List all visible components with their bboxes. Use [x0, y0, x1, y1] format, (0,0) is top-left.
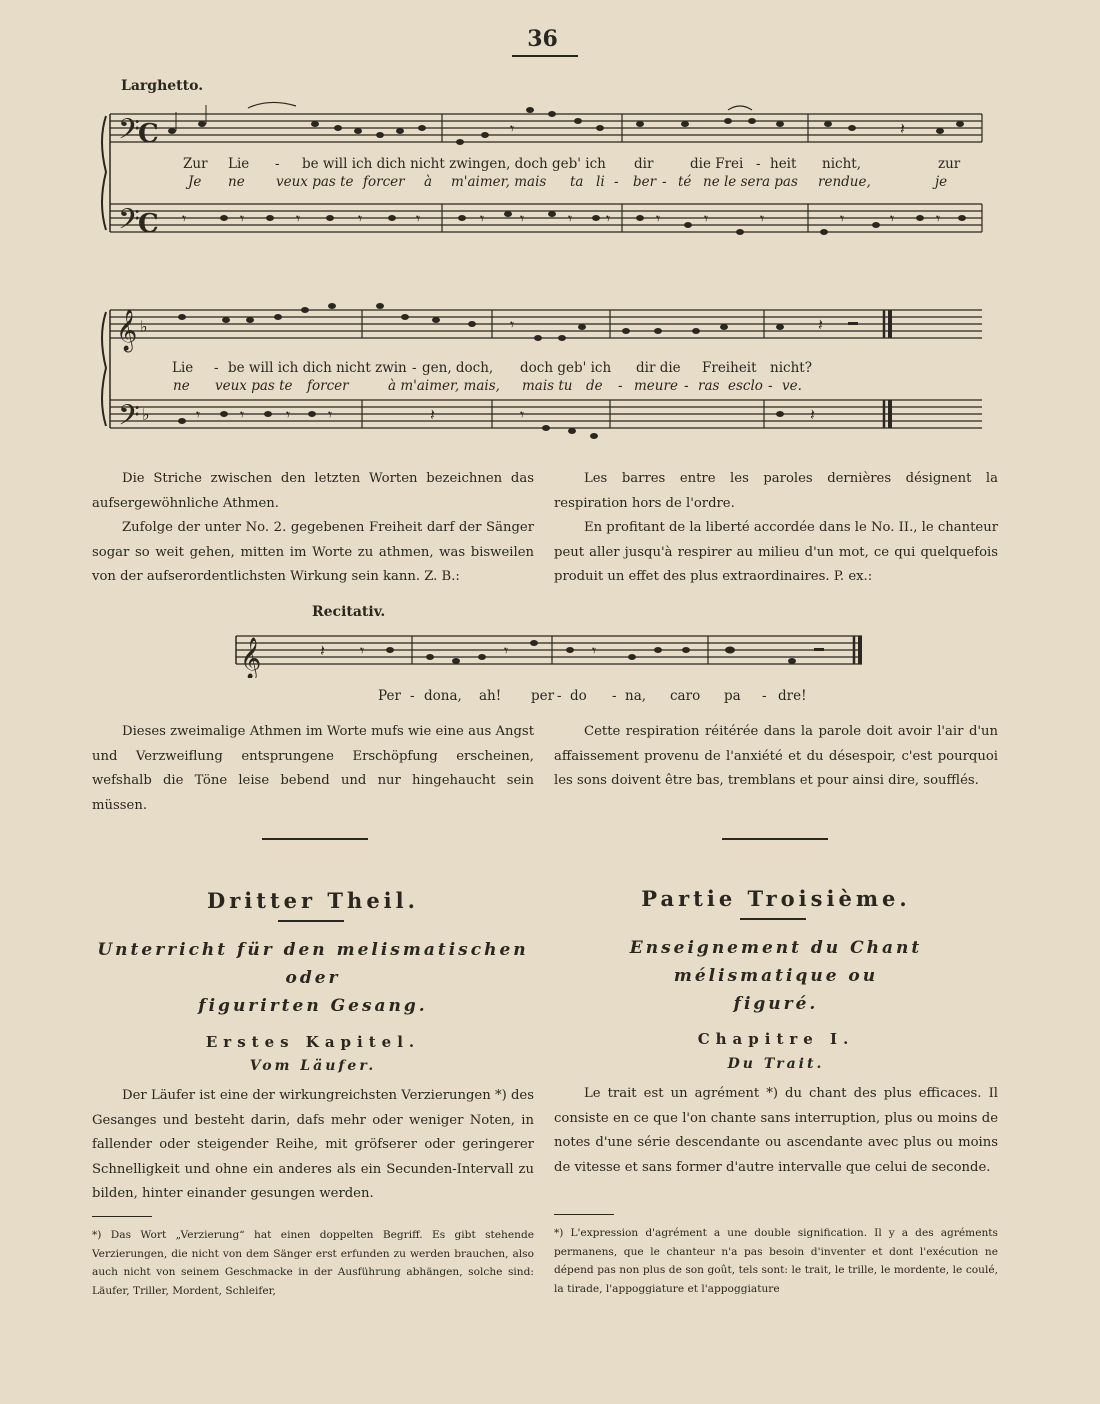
footnote-de [92, 1226, 534, 1300]
tempo-marking: Larghetto. [121, 78, 204, 94]
svg-text:𝄢: 𝄢 [118, 203, 140, 243]
music-system-2 [100, 296, 990, 456]
lyric-de: dir [634, 156, 654, 172]
lyric-de: Lie [228, 156, 250, 172]
svg-text:𝄽: 𝄽 [900, 119, 905, 138]
paragraph: En profitant de la liberté accordée dans le No. II., le chanteur peut aller jusqu'à respirer au milieu d'un mot, ce qui quelquefois produit un effet des plus extraordinaires. P. ex.: [554, 520, 998, 584]
chapter-title-de: Erstes Kapitel. [205, 1033, 421, 1051]
paragraph: Cette respiration réitérée dans la parole doit avoir l'air d'un affaissement provenu de l'anxiété et du désespoir, c'est pourquoi les sons doivent être bas, tremblans et pour ainsi dire, soufflés. [554, 724, 998, 788]
svg-text:𝄢: 𝄢 [118, 399, 140, 439]
part-title-fr: Partie Troisième. [641, 886, 911, 911]
recitativ-lyric: dre! [778, 688, 807, 704]
lyric-de: be will ich dich nicht zwin [228, 360, 407, 376]
section-divider [722, 838, 828, 840]
svg-text:♭: ♭ [142, 405, 150, 424]
svg-text:𝄾: 𝄾 [510, 119, 515, 138]
lyric-fr: ne le sera pas [703, 174, 798, 190]
lyric-de: - [214, 360, 219, 376]
chapter-title-fr: Chapitre I. [697, 1030, 855, 1048]
lyric-de: be will ich dich nicht zwingen, doch geb' ich [302, 156, 606, 172]
german-text-block-2 [92, 720, 534, 818]
svg-text:𝄾: 𝄾 [360, 641, 365, 660]
lyric-fr: Je [188, 174, 202, 190]
title-underline [278, 920, 344, 922]
svg-text:𝄽: 𝄽 [818, 315, 823, 334]
svg-text:𝄾: 𝄾 [296, 209, 301, 228]
recitativ-lyric: ah! [479, 688, 502, 704]
recitativ-lyric: dona, [424, 688, 462, 704]
music-recitativ [232, 628, 872, 678]
subtitle-line: figurirten Gesang. [198, 996, 428, 1016]
lyric-fr: - [614, 174, 619, 190]
svg-text:𝄞: 𝄞 [116, 310, 138, 351]
recitativ-lyric: per [531, 688, 555, 704]
lyric-fr: rendue, [818, 174, 871, 190]
lyric-fr: té [678, 174, 692, 190]
svg-text:𝄾: 𝄾 [568, 209, 573, 228]
svg-text:𝄾: 𝄾 [656, 209, 661, 228]
part-subtitle-de [92, 936, 534, 1020]
paragraph: Der Läufer ist eine der wirkungreichsten Verzierungen *) des Gesanges und besteht darin, dafs mehr oder weniger Noten, in fallender oder steigender Reihe, mit gröfserer oder geringerer Schnelligkeit und ohne ein anderes als ein Secunden-Intervall zu bilden, hinter einander gesungen werden. [92, 1088, 534, 1201]
svg-text:𝄾: 𝄾 [182, 209, 187, 228]
lyric-de: Zur [183, 156, 208, 172]
paragraph: Le trait est un agrément *) du chant des plus efficaces. Il consiste en ce que l'on chante sans interruption, plus ou moins de notes d'une série descendante ou ascendante avec plus ou moins de vitesse et sans former d'autre intervalle que celui de seconde. [554, 1086, 998, 1175]
footnote-text: *) L'expression d'agrément a une double signification. Il y a des agréments permanens, que le chanteur n'a pas besoin d'inventer et dont l'exécution ne dépend pas non plus de son goût, tels sont: le trait, le trille, le mordente, le coulé, la tirade, l'appoggiature et l'appoggiature [554, 1227, 998, 1295]
svg-text:𝄽: 𝄽 [430, 405, 435, 424]
svg-text:𝄾: 𝄾 [520, 209, 525, 228]
paragraph: Dieses zweimalige Athmen im Worte mufs wie eine aus Angst und Verzweiflung entsprungene Erschöpfung erscheinen, wefshalb die Töne leise bebend und nur hingehaucht sein müssen. [92, 724, 534, 813]
lyric-fr: à m'aimer, mais, [388, 378, 500, 394]
lyric-de: zur [938, 156, 961, 172]
lyric-fr: forcer [307, 378, 349, 394]
german-body [92, 1084, 534, 1207]
lyric-de: heit [770, 156, 797, 172]
footnote-text: *) Das Wort „Verzierung“ hat einen doppelten Begriff. Es gibt stehende Verzierungen, die nicht von dem Sänger erst erfunden zu werden brauchen, also auch nicht von seinem Geschmacke in der Ausführung abhängen, solche sind: Läufer, Triller, Mordent, Schleifer, [92, 1229, 534, 1297]
lyric-fr: ras [698, 378, 720, 394]
lyric-fr: ve. [782, 378, 802, 394]
lyric-de: Lie [172, 360, 194, 376]
lyric-fr: ne [228, 174, 245, 190]
lyric-fr: à [424, 174, 433, 190]
recitativ-label: Recitativ. [312, 604, 386, 620]
svg-text:𝄾: 𝄾 [840, 209, 845, 228]
lyric-de: dir die [636, 360, 681, 376]
svg-text:𝄾: 𝄾 [416, 209, 421, 228]
svg-text:𝄾: 𝄾 [240, 209, 245, 228]
lyric-de: die Frei [690, 156, 744, 172]
recitativ-lyric: - [557, 688, 562, 704]
french-text-block-1 [554, 467, 998, 590]
lyric-fr: veux pas te [215, 378, 293, 394]
subtitle-line: Enseignement du Chant mélismatique ou [629, 938, 923, 986]
recitativ-lyric: pa [724, 688, 741, 704]
svg-text:𝄢: 𝄢 [118, 113, 140, 153]
recitativ-lyric: - [612, 688, 617, 704]
lyric-de: nicht, [822, 156, 861, 172]
svg-text:C: C [138, 209, 159, 239]
lyric-fr: veux pas te [276, 174, 354, 190]
recitativ-lyric: caro [670, 688, 701, 704]
lyric-de: nicht? [770, 360, 812, 376]
lyric-de: Freiheit [702, 360, 757, 376]
svg-text:𝄾: 𝄾 [504, 641, 509, 660]
svg-text:𝄾: 𝄾 [890, 209, 895, 228]
paragraph: Les barres entre les paroles dernières désignent la respiration hors de l'ordre. [554, 471, 998, 511]
page-number-rule [512, 55, 578, 57]
french-body [554, 1082, 998, 1180]
lyric-de: doch geb' ich [520, 360, 612, 376]
footnote-fr [554, 1224, 998, 1298]
lyric-fr: ne [173, 378, 190, 394]
svg-text:𝄾: 𝄾 [936, 209, 941, 228]
recitativ-lyric: Per [378, 688, 401, 704]
lyric-de: gen, doch, [422, 360, 494, 376]
svg-text:𝄾: 𝄾 [704, 209, 709, 228]
svg-text:𝄾: 𝄾 [606, 209, 611, 228]
recitativ-lyric: do [570, 688, 587, 704]
lyric-de: - [412, 360, 417, 376]
svg-text:𝄾: 𝄾 [196, 405, 201, 424]
paragraph: Zufolge der unter No. 2. gegebenen Freiheit darf der Sänger sogar so weit gehen, mitten im Worte zu athmen, was bisweilen von der aufserordentlichsten Wirkung sein kann. Z. B.: [92, 520, 534, 584]
svg-text:𝄾: 𝄾 [286, 405, 291, 424]
svg-text:𝄽: 𝄽 [320, 641, 325, 660]
svg-text:𝄾: 𝄾 [328, 405, 333, 424]
lyric-fr: forcer [363, 174, 405, 190]
svg-text:♭: ♭ [140, 317, 148, 336]
part-subtitle-fr [554, 934, 998, 1018]
lyric-fr: - [618, 378, 623, 394]
french-text-block-2 [554, 720, 998, 794]
lyric-de: - [756, 156, 761, 172]
svg-text:C: C [138, 119, 159, 149]
lyric-fr: - [662, 174, 667, 190]
lyric-fr: je [935, 174, 948, 190]
lyric-fr: de [586, 378, 603, 394]
svg-text:𝄽: 𝄽 [810, 405, 815, 424]
lyric-fr: ta [570, 174, 584, 190]
chapter-subtitle-fr: Du Trait. [727, 1056, 825, 1072]
lyric-fr: - [684, 378, 689, 394]
lyric-de: - [275, 156, 280, 172]
recitativ-lyric: na, [625, 688, 647, 704]
chapter-subtitle-de: Vom Läufer. [249, 1058, 377, 1074]
recitativ-lyric: - [762, 688, 767, 704]
lyric-fr: esclo [728, 378, 763, 394]
svg-text:𝄞: 𝄞 [240, 638, 262, 678]
lyric-fr: mais tu [522, 378, 573, 394]
svg-text:𝄾: 𝄾 [358, 209, 363, 228]
lyric-fr: m'aimer, mais [451, 174, 547, 190]
title-underline [740, 918, 806, 920]
section-divider [262, 838, 368, 840]
german-text-block-1 [92, 467, 534, 590]
svg-text:𝄾: 𝄾 [520, 405, 525, 424]
svg-text:𝄾: 𝄾 [240, 405, 245, 424]
subtitle-line: figuré. [733, 994, 819, 1014]
svg-text:𝄾: 𝄾 [760, 209, 765, 228]
svg-text:𝄾: 𝄾 [510, 315, 515, 334]
footnote-rule [92, 1216, 152, 1217]
lyric-fr: li [596, 174, 605, 190]
footnote-rule [554, 1214, 614, 1215]
lyric-fr: meure [634, 378, 678, 394]
page-number: 36 [527, 26, 558, 52]
part-title-de: Dritter Theil. [207, 888, 419, 913]
paragraph: Die Striche zwischen den letzten Worten bezeichnen das aufsergewöhnliche Athmen. [92, 471, 534, 511]
svg-text:𝄾: 𝄾 [592, 641, 597, 660]
lyric-fr: - [768, 378, 773, 394]
subtitle-line: Unterricht für den melismatischen oder [97, 940, 529, 988]
lyric-fr: ber [633, 174, 657, 190]
svg-text:𝄾: 𝄾 [480, 209, 485, 228]
recitativ-lyric: - [410, 688, 415, 704]
